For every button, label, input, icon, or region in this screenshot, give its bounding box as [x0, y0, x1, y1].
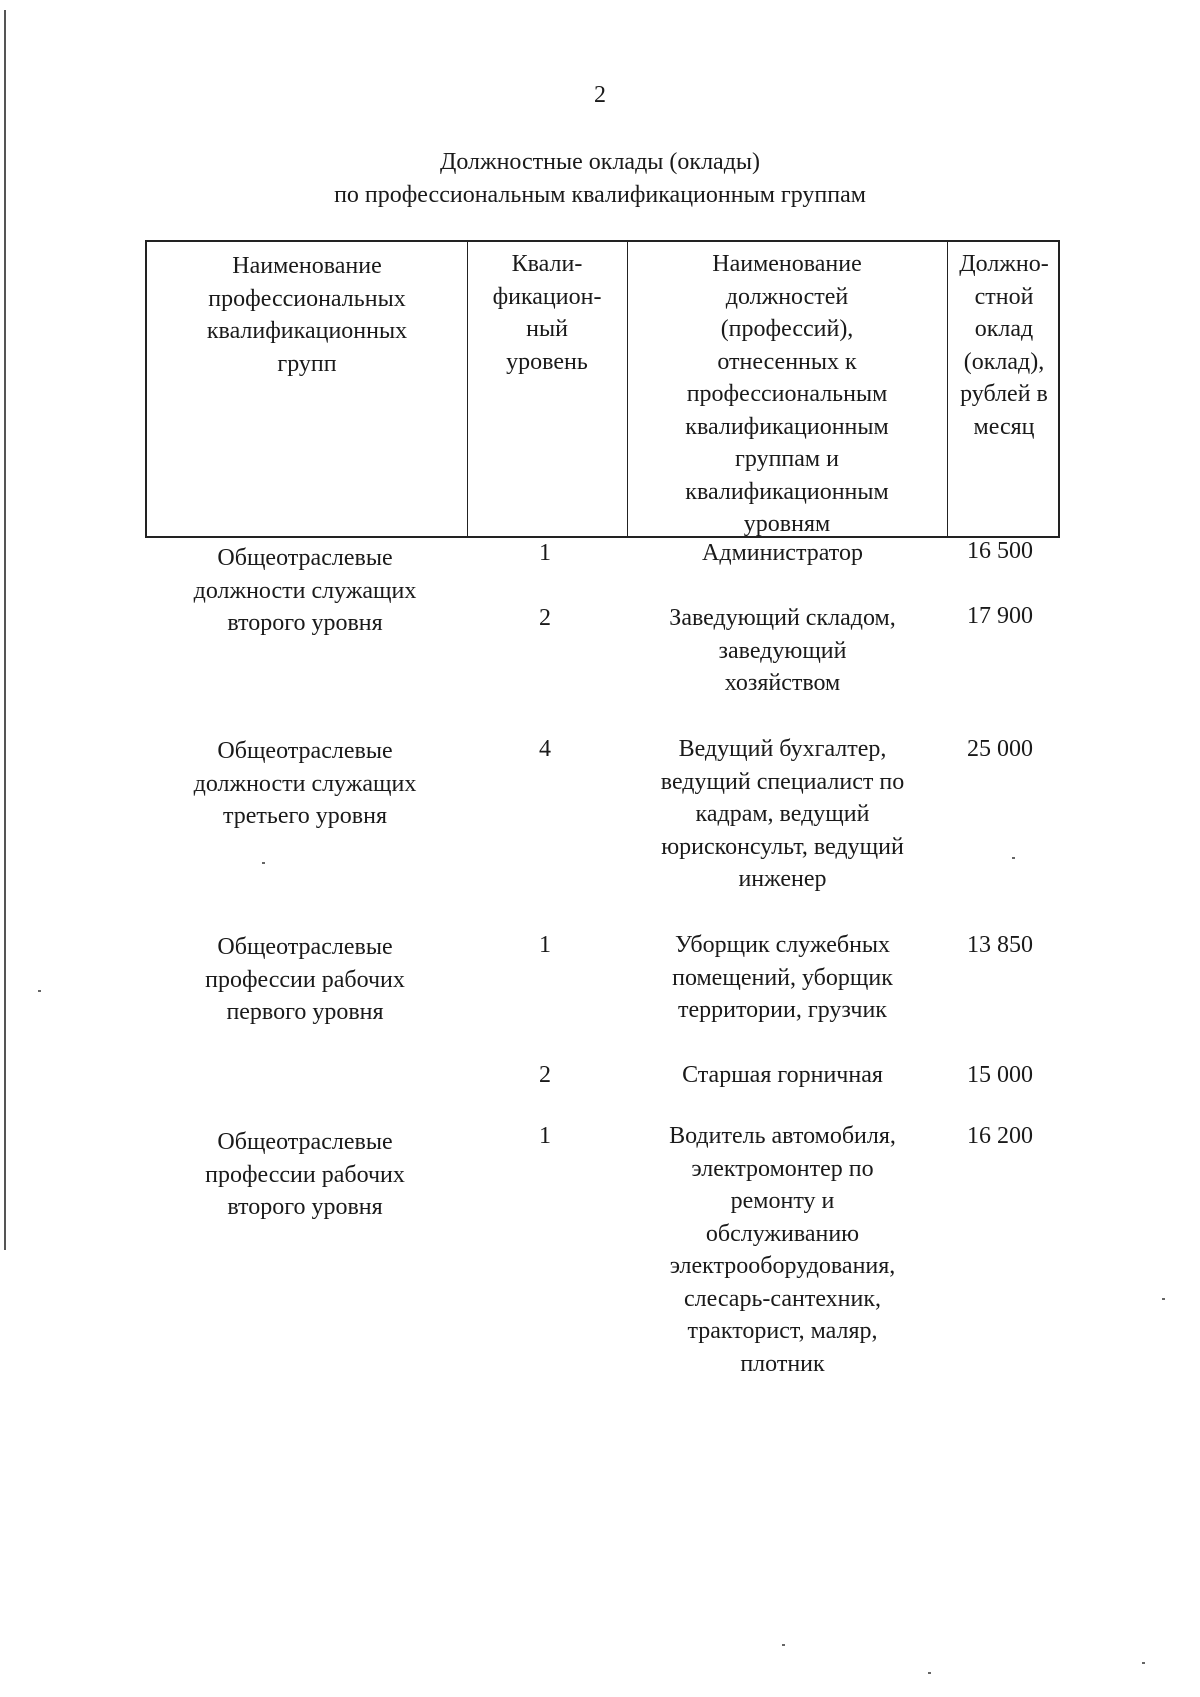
header-positions-line: квалификационным — [685, 478, 889, 505]
row-positions-line: кадрам, ведущий — [695, 801, 870, 827]
row-group — [150, 1126, 460, 1224]
header-divider — [467, 242, 468, 536]
scan-speck — [782, 1644, 785, 1646]
row-positions-line: электрооборудования, — [669, 1253, 896, 1279]
header-group-line: Наименование — [232, 253, 382, 279]
row-group-line: должности служащих — [193, 577, 417, 604]
row-positions — [625, 733, 940, 896]
row-positions-line: ремонту и — [730, 1188, 835, 1214]
scan-speck — [1012, 857, 1015, 859]
header-group-line: групп — [277, 350, 337, 377]
row-salary: 17 900 — [967, 603, 1033, 629]
header-salary — [949, 248, 1059, 443]
header-level-line: фикацион- — [492, 283, 602, 310]
row-positions-line: Уборщик служебных — [674, 932, 891, 958]
header-positions-line: уровням — [743, 511, 831, 537]
header-divider — [947, 242, 948, 536]
header-group — [147, 250, 467, 380]
header-salary-line: стной — [974, 283, 1034, 310]
row-level: 2 — [539, 605, 551, 631]
row-level: 1 — [539, 540, 551, 566]
title-line-1: Должностные оклады (оклады) — [439, 149, 761, 175]
header-salary-line: оклад — [974, 316, 1034, 342]
row-positions — [625, 929, 940, 1027]
header-level-line: уровень — [506, 348, 588, 375]
header-group-line: профессиональных — [208, 285, 406, 312]
row-group — [150, 735, 460, 833]
row-group-line: профессии рабочих — [205, 1161, 405, 1188]
header-positions-line: квалификационным — [685, 413, 889, 440]
row-level: 1 — [539, 1123, 551, 1149]
row-group-line: третьего уровня — [223, 803, 387, 829]
row-group-line: Общеотраслевые — [217, 738, 393, 764]
row-positions — [625, 537, 940, 570]
header-level-line: ный — [526, 316, 568, 342]
row-positions — [625, 1120, 940, 1380]
page-number: 2 — [594, 82, 606, 108]
header-level — [469, 248, 625, 378]
scan-speck — [928, 1672, 931, 1674]
row-positions-line: электромонтер по — [691, 1155, 874, 1182]
row-positions-line: плотник — [740, 1350, 825, 1377]
row-positions-line: тракторист, маляр, — [687, 1318, 878, 1344]
row-salary: 16 200 — [967, 1123, 1033, 1149]
row-salary: 15 000 — [967, 1062, 1033, 1088]
scan-speck — [38, 990, 41, 992]
row-group — [150, 931, 460, 1029]
row-group-line: второго уровня — [227, 610, 383, 636]
row-positions-line: Ведущий бухгалтер, — [678, 736, 887, 762]
row-positions-line: юрисконсульт, ведущий — [661, 833, 904, 860]
header-positions-line: Наименование — [712, 251, 862, 277]
header-positions — [629, 248, 945, 541]
scan-speck — [1162, 1298, 1165, 1300]
row-salary: 25 000 — [967, 736, 1033, 762]
row-positions-line: слесарь-сантехник, — [683, 1285, 882, 1312]
row-salary: 16 500 — [967, 538, 1033, 564]
header-salary-line: (оклад), — [963, 348, 1045, 375]
row-positions-line: Заведующий складом, — [669, 605, 896, 631]
row-positions-line: инженер — [738, 866, 827, 892]
header-group-line: квалификационных — [206, 318, 408, 344]
row-positions-line: обслуживанию — [705, 1220, 860, 1247]
row-level: 1 — [539, 932, 551, 958]
row-positions-line: ведущий специалист по — [660, 768, 905, 795]
row-group-line: должности служащих — [193, 770, 417, 797]
header-positions-line: должностей — [725, 283, 849, 310]
row-positions-line: Водитель автомобиля, — [669, 1123, 896, 1149]
scan-speck — [1142, 1662, 1145, 1664]
table-header — [145, 240, 1060, 538]
document-title — [0, 146, 1200, 212]
row-group-line: Общеотраслевые — [217, 934, 393, 960]
row-positions-line: помещений, уборщик — [672, 964, 893, 991]
row-group-line: Общеотраслевые — [217, 1129, 393, 1155]
header-salary-line: месяц — [973, 413, 1035, 440]
row-level: 4 — [539, 736, 551, 762]
row-positions-line: Администратор — [702, 540, 863, 566]
header-salary-line: Должно- — [959, 251, 1049, 277]
header-level-line: Квали- — [511, 251, 583, 277]
row-group-line: первого уровня — [226, 999, 384, 1025]
header-divider — [627, 242, 628, 536]
header-salary-line: рублей в — [960, 381, 1048, 407]
row-group-line: профессии рабочих — [205, 966, 405, 993]
row-level: 2 — [539, 1062, 551, 1088]
row-salary: 13 850 — [967, 932, 1033, 958]
row-positions — [625, 1059, 940, 1092]
row-positions-line: хозяйством — [724, 670, 841, 696]
row-group-line: второго уровня — [227, 1194, 383, 1220]
header-positions-line: группам и — [735, 446, 839, 472]
row-positions-line: заведующий — [718, 637, 847, 664]
row-group — [150, 542, 460, 640]
row-positions — [625, 602, 940, 700]
row-group-line: Общеотраслевые — [217, 545, 393, 571]
title-line-2: по профессиональным квалификационным группам — [334, 182, 866, 208]
row-positions-line: территории, грузчик — [678, 997, 887, 1023]
header-positions-line: профессиональным — [686, 381, 888, 407]
header-positions-line: отнесенных к — [717, 348, 857, 375]
row-positions-line: Старшая горничная — [682, 1062, 883, 1088]
scan-speck — [262, 862, 265, 864]
header-positions-line: (профессий), — [720, 316, 854, 342]
